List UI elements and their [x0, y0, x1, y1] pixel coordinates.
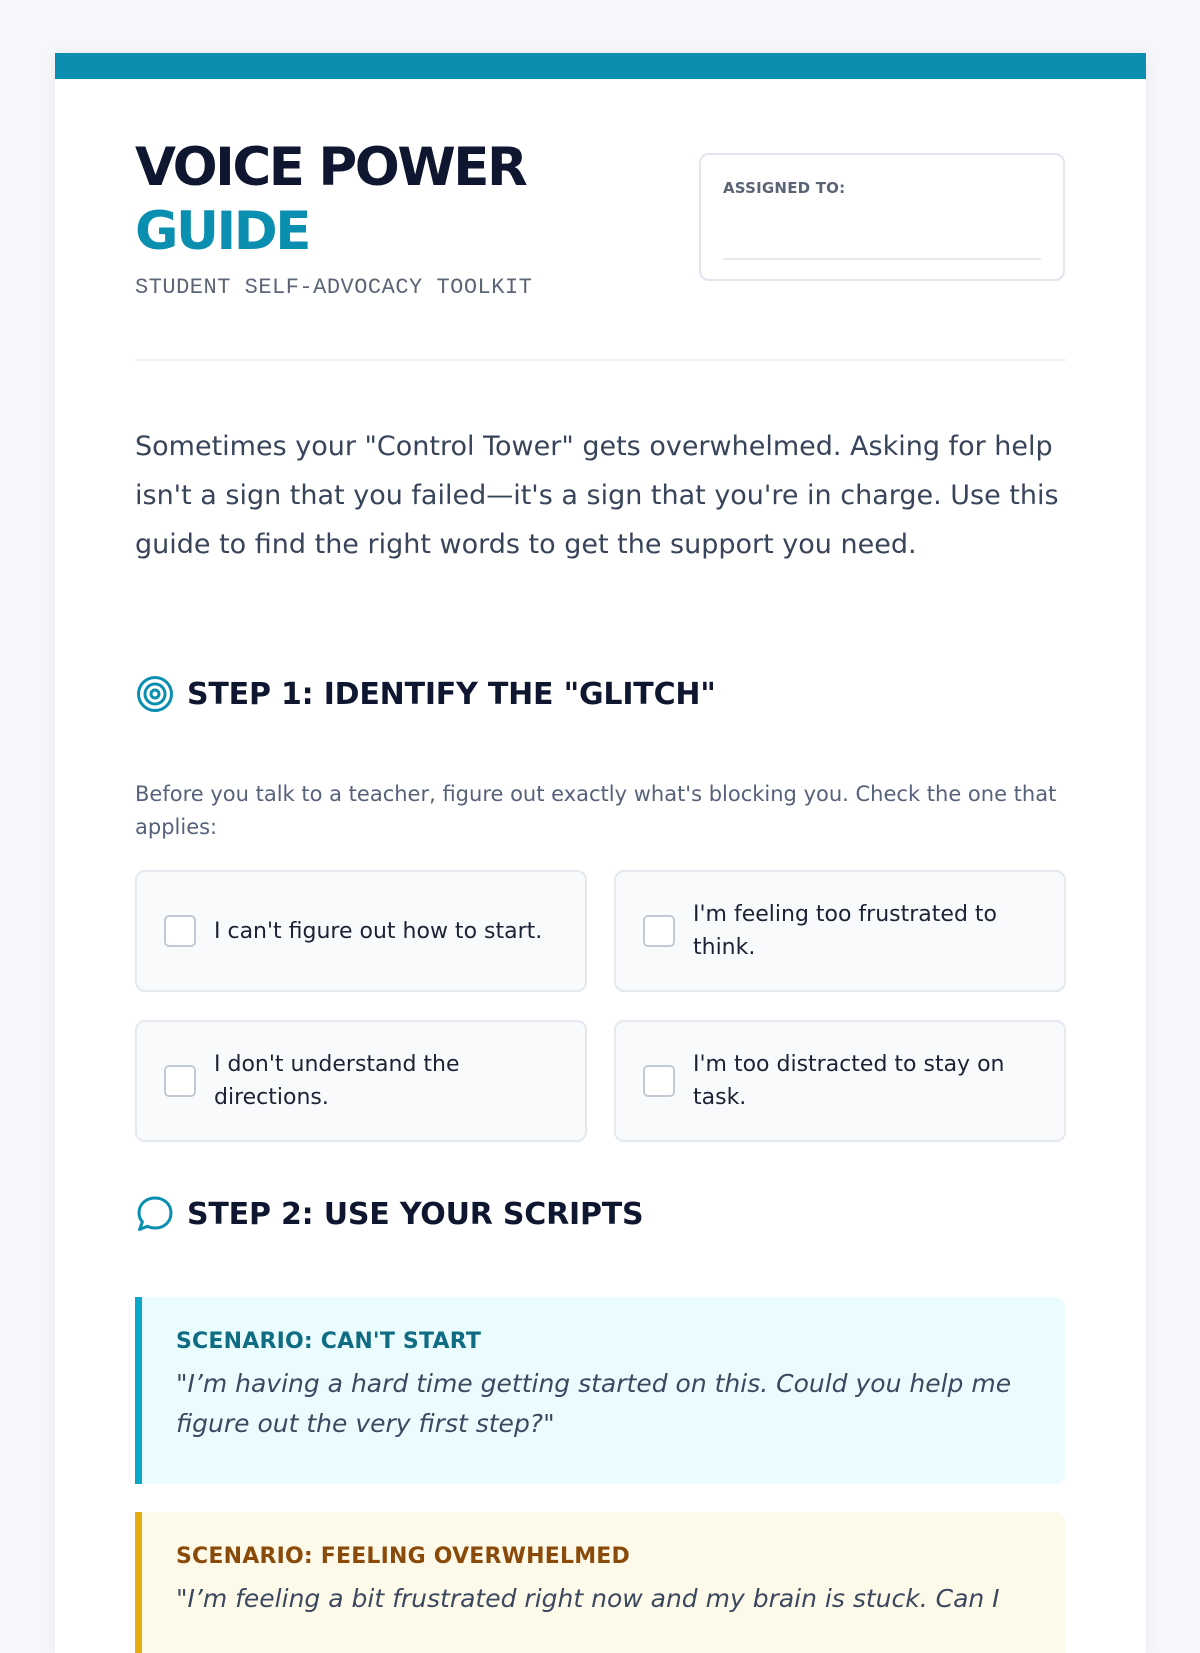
- page-subtitle: STUDENT SELF-ADVOCACY TOOLKIT: [135, 275, 533, 300]
- scenario-card-overwhelmed: [135, 1512, 1065, 1653]
- assigned-to-box: [699, 153, 1065, 281]
- step2-heading: [135, 1194, 643, 1234]
- scenario-card-cant-start: [135, 1297, 1065, 1484]
- option-label: I can't figure out how to start.: [214, 918, 543, 944]
- checkbox[interactable]: [164, 1065, 196, 1097]
- glitch-option-cant-start[interactable]: [135, 870, 587, 992]
- glitch-option-frustrated[interactable]: [614, 870, 1066, 992]
- checkbox[interactable]: [643, 1065, 675, 1097]
- target-icon: [135, 674, 175, 714]
- worksheet-page: [55, 53, 1146, 1653]
- step1-description: Before you talk to a teacher, figure out exactly what's blocking you. Check the one that applies:: [135, 782, 1057, 839]
- brand-top-bar: [55, 53, 1146, 79]
- scenario-script: "I’m feeling a bit frustrated right now and my brain is stuck. Can I: [176, 1584, 1000, 1613]
- checkbox[interactable]: [164, 915, 196, 947]
- worksheet-content: [55, 79, 1146, 361]
- option-label: I'm feeling too frustrated to think.: [693, 902, 997, 960]
- page-title: VOICE POWER: [135, 137, 526, 198]
- page-title-accent: GUIDE: [135, 201, 309, 262]
- step1-title: STEP 1: IDENTIFY THE "GLITCH": [187, 676, 716, 712]
- assigned-to-field[interactable]: [723, 258, 1041, 260]
- scenario-title: SCENARIO: FEELING OVERWHELMED: [176, 1544, 630, 1569]
- checkbox[interactable]: [643, 915, 675, 947]
- option-label: I'm too distracted to stay on task.: [693, 1052, 1005, 1110]
- glitch-option-distracted[interactable]: [614, 1020, 1066, 1142]
- assigned-to-label: ASSIGNED TO:: [723, 179, 846, 197]
- step2-title: STEP 2: USE YOUR SCRIPTS: [187, 1196, 644, 1232]
- glitch-option-directions[interactable]: [135, 1020, 587, 1142]
- speech-bubble-icon: [135, 1194, 175, 1234]
- worksheet-header: [135, 79, 1066, 361]
- option-label: I don't understand the directions.: [214, 1052, 460, 1110]
- scenario-script: "I’m having a hard time getting started on this. Could you help me figure out the very first step?": [176, 1369, 1012, 1438]
- intro-paragraph: Sometimes your "Control Tower" gets overwhelmed. Asking for help isn't a sign that you failed—it's a sign that you're in charge. Use this guide to find the right words to get the support you need.: [135, 431, 1059, 560]
- scenario-title: SCENARIO: CAN'T START: [176, 1329, 482, 1354]
- step1-heading: [135, 674, 716, 714]
